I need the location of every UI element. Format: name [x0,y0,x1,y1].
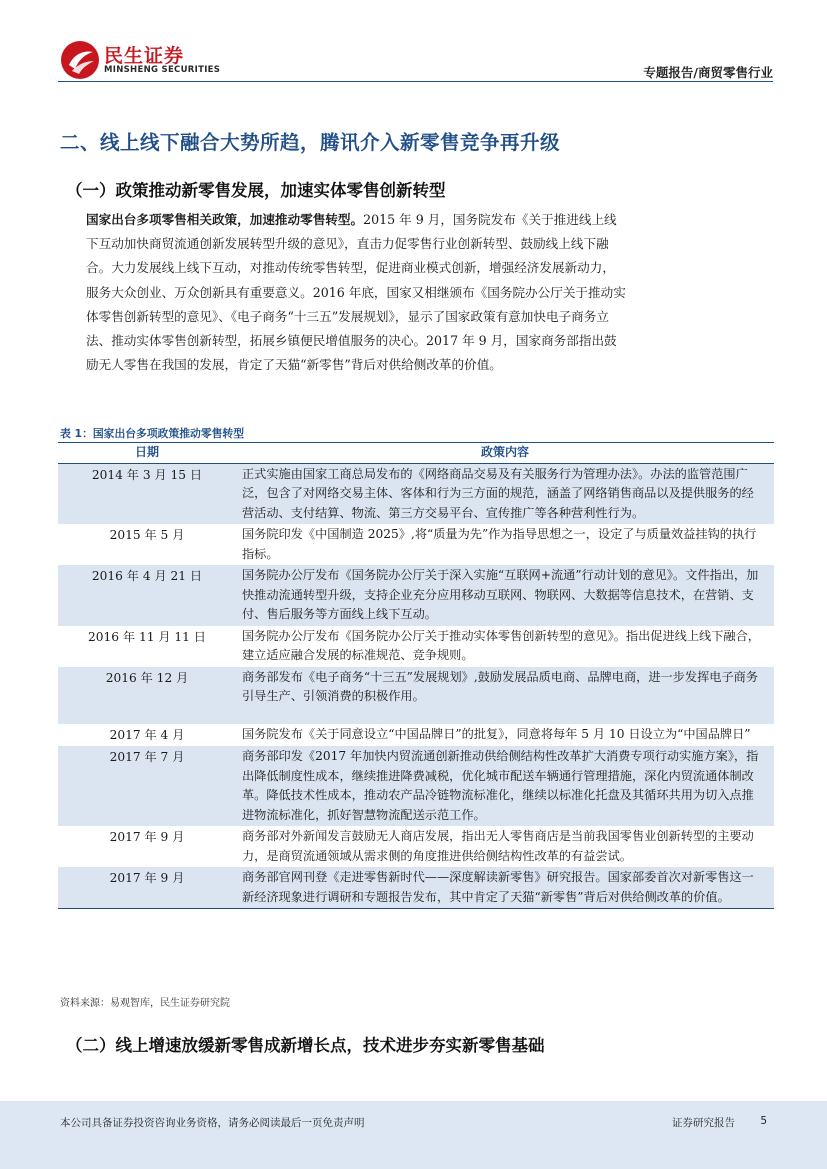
row-date: 2015 年 5 月 [109,528,185,542]
subsection-title-policy: （一）政策推动新零售发展，加速实体零售创新转型 [66,181,446,200]
table-header-row [58,443,774,464]
table-caption: 表 1：国家出台多项政策推动零售转型 [60,427,245,440]
row-content: 国务院办公厅发布《国务院办公厅关于深入实施“互联网+流通”行动计划的意见》。文件指出，加快推动流通转型升级，支持企业充分应用移动互联网、物联网、大数据等信息技术，在营销、支付、售后服务等方面线上线下互动。 [236,565,774,626]
row-date: 2016 年 4 月 21 日 [58,565,236,626]
row-date: 2016 年 11 月 11 日 [88,629,206,644]
table-row [58,667,774,724]
row-content: 商务部印发《2017 年加快内贸流通创新推动供给侧结构性改革扩大消费专项行动实施方案》，指出降低制度性成本，继续推进降费减税，优化城市配送车辆通行管理措施，深化内贸流通体制改革。降低技术性成本，推动农产品冷链物流标准化，继续以标准化托盘及其循环共用为切入点推进物流标准化，抓好智慧物流配送示范工作。 [236,746,774,826]
table-row [58,724,774,747]
logo-chinese-name: 民生证券 [104,45,185,67]
table-row [58,463,774,524]
page-footer [0,1101,827,1169]
section-title: 二、线上线下融合大势所趋，腾讯介入新零售竞争再升级 [60,131,561,154]
row-date: 2017 年 4 月 [109,727,185,742]
row-content: 国务院办公厅发布《国务院办公厅关于推动实体零售创新转型的意见》。指出促进线上线下融合，建立适应融合发展的标准规范、竞争规则。 [242,628,760,662]
row-date: 2017 年 7 月 [58,746,236,826]
row-content: 商务部发布《电子商务“十三五”发展规划》,鼓励发展品质电商、品牌电商，进一步发挥电子商务引导生产、引领消费的积极作用。 [236,667,774,724]
paragraph-lead: 国家出台多项零售相关政策，加速推动零售转型。 [86,212,364,227]
row-date: 2016 年 12 月 [58,667,236,724]
table-row [58,565,774,626]
row-content: 商务部官网刊登《走进零售新时代——深度解读新零售》研究报告。国家部委首次对新零售这一新经济现象进行调研和专题报告发布，其中肯定了天猫“新零售”背后对供给侧改革的价值。 [236,867,774,909]
subsection-title-growth: （二）线上增速放缓新零售成新增长点，技术进步夯实新零售基础 [66,1036,545,1055]
footer-label: 证券研究报告 [672,1117,735,1129]
row-date: 2014 年 3 月 15 日 [58,463,236,524]
logo-english-name: MINSHENG SECURITIES [104,65,221,75]
row-date: 2017 年 9 月 [109,830,185,844]
row-content: 商务部对外新闻发言鼓励无人商店发展，指出无人零售商店是当前我国零售业创新转型的主要动力，是商贸流通领域从需求侧的角度推进供给侧结构性改革的有益尝试。 [242,829,754,863]
page-header [0,0,827,82]
table-row [58,826,774,867]
row-content: 国务院印发《中国制造 2025》,将“质量为先”作为指导思想之一，设定了与质量效益挂钩的执行指标。 [242,527,757,561]
policy-table [58,442,774,909]
table-row [58,626,774,667]
table-row [58,524,774,565]
body-paragraph [86,208,626,377]
footer-disclaimer: 本公司具备证券投资咨询业务资格，请务必阅读最后一页免责声明 [60,1117,365,1129]
header-divider [58,81,773,82]
minsheng-logo-icon [60,40,100,80]
column-header-content: 政策内容 [236,443,774,464]
report-type-label: 专题报告/商贸零售行业 [643,65,773,80]
table-row [58,746,774,826]
page-number: 5 [760,1115,767,1127]
table-row [58,867,774,909]
row-date: 2017 年 9 月 [58,867,236,909]
source-note: 资料来源：易观智库，民生证券研究院 [60,998,230,1009]
row-content: 正式实施由国家工商总局发布的《网络商品交易及有关服务行为管理办法》。办法的监管范围广泛，包含了对网络交易主体、客体和行为三方面的规范，涵盖了网络销售商品以及提供服务的经营活动、支付结算、物流、第三方交易平台、宣传推广等各种营利性行为。 [236,463,774,524]
paragraph-body: 2015 年 9 月，国务院发布《关于推进线上线下互动加快商贸流通创新发展转型升级的意见》，直击力促零售行业创新转型、鼓励线上线下融合。大力发展线上线下互动，对推动传统零售转型，促进商业模式创新，增强经济发展新动力，服务大众创业、万众创新具有重要意义。2016 年底，国家又相继颁布《国务院办公厅关于推动实体零售创新转型的意见》、《电子商务“十三五”发展规划》，显示了国家政策有意加快电子商务立法、推动实体零售创新转型，拓展乡镇便民增值服务的决心。2017 年 9 月，国家商务部指出鼓励无人零售在我国的发展，肯定了天猫“新零售”背后对供给侧改革的价值。 [86,212,626,373]
row-content: 国务院发布《关于同意设立“中国品牌日”的批复》，同意将每年 5 月 10 日设立为“中国品牌日” [242,726,751,741]
column-header-date: 日期 [58,443,236,464]
